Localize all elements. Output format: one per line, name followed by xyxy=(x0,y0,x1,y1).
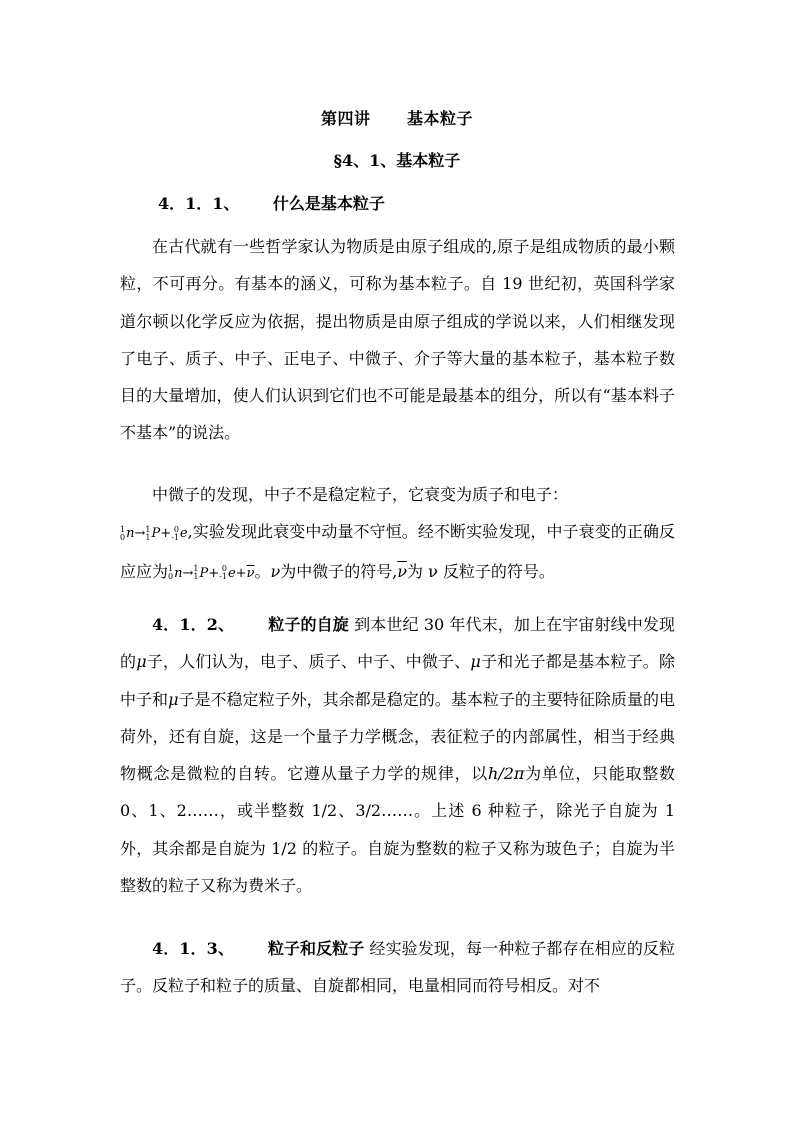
subsection-heading-4-1-2: 4．1．2、 粒子的自旋 xyxy=(152,615,349,634)
lecture-title: 第四讲 基本粒子 xyxy=(321,109,473,128)
paragraph-antiparticles xyxy=(120,930,675,1005)
paragraph-basic-particles: 在古代就有一些哲学家认为物质是由原子组成的,原子是组成物质的最小颗粒，不可再分。有基本的涵义，可称为基本粒子。自 19 世纪初，英国科学家道尔顿以化学反应为依据，提出物质是由原子组成的学说以来，人们相继发现了电子、质子、中子、正电子、中微子、介子等大量的基本粒子，基本粒子数目的大量增加，使人们认识到它们也不可能是最基本的组分，所以有“基本料子不基本”的说法。 xyxy=(120,237,675,443)
antinu-description: 为 ν 反粒子的符号。 xyxy=(407,561,555,581)
antinu-symbol: $\overline{\nu}$ xyxy=(397,561,408,581)
neutron-decay-equation: 1 0 n→ 1 1 P+ 0 -1 e xyxy=(120,524,188,542)
mu-symbol-3: μ xyxy=(168,689,179,709)
spin-text-a: 到本世纪 30 年代末，加上在宇宙射线中发现的 xyxy=(120,615,675,672)
nu-description: 为中微子的符号, xyxy=(280,561,398,581)
paragraph-spin xyxy=(120,606,675,904)
spin-text-d: 子是不稳定粒子外，其余都是稳定的。基本粒子的主要特征除质量的电荷外，还有自旋，这是一个量子力学概念，表征粒子的内部属性，相当于经典物概念是微粒的自转。它遵从量子力学的规律，以 xyxy=(120,689,675,784)
subsection-heading-4-1-3: 4．1．3、 粒子和反粒子 xyxy=(152,939,365,958)
corrected-decay-equation: 1 0 n→ 1 1 P+ 0 -1 $e+\overline{\nu}$ xyxy=(168,564,255,582)
paragraph-neutrino-discovery xyxy=(120,476,675,592)
subsection-heading-4-1-1: 4．1．1、 什么是基本粒子 xyxy=(158,194,385,213)
antiparticle-text: 经实验发现，每一种粒子都存在相应的反粒子。反粒子和粒子的质量、自旋都相同，电量相同而符号相反。对不 xyxy=(120,939,675,996)
section-title: §4、1、基本粒子 xyxy=(333,151,461,170)
mu-symbol-2: μ xyxy=(470,652,481,672)
nu-symbol: ν xyxy=(270,561,281,581)
decay-momentum-text: ,实验发现此衰变中动量不守恒。经不断实验发现，中子衰变的正确反应应为 xyxy=(120,522,675,581)
mu-symbol: μ xyxy=(136,652,147,672)
spin-text-e: 为单位，只能取整数 0、1、2……，或半整数 1/2、3/2……。上述 6 种粒子，除光子自旋为 1 外，其余都是自旋为 1/2 的粒子。自旋为整数的粒子又称为玻色子；自旋为半整数的粒子又称为费米子。 xyxy=(120,764,675,896)
period-mark: 。 xyxy=(254,561,271,581)
neutrino-intro-text: 中微子的发现，中子不是稳定粒子，它衰变为质子和电子： xyxy=(152,485,569,504)
spin-text-c: 子和光子都是基本粒子。除中子和 xyxy=(120,652,675,709)
spin-text-b: 子，人们认为，电子、质子、中子、中微子、 xyxy=(146,652,471,672)
planck-unit-expression: h/2π xyxy=(488,764,525,784)
